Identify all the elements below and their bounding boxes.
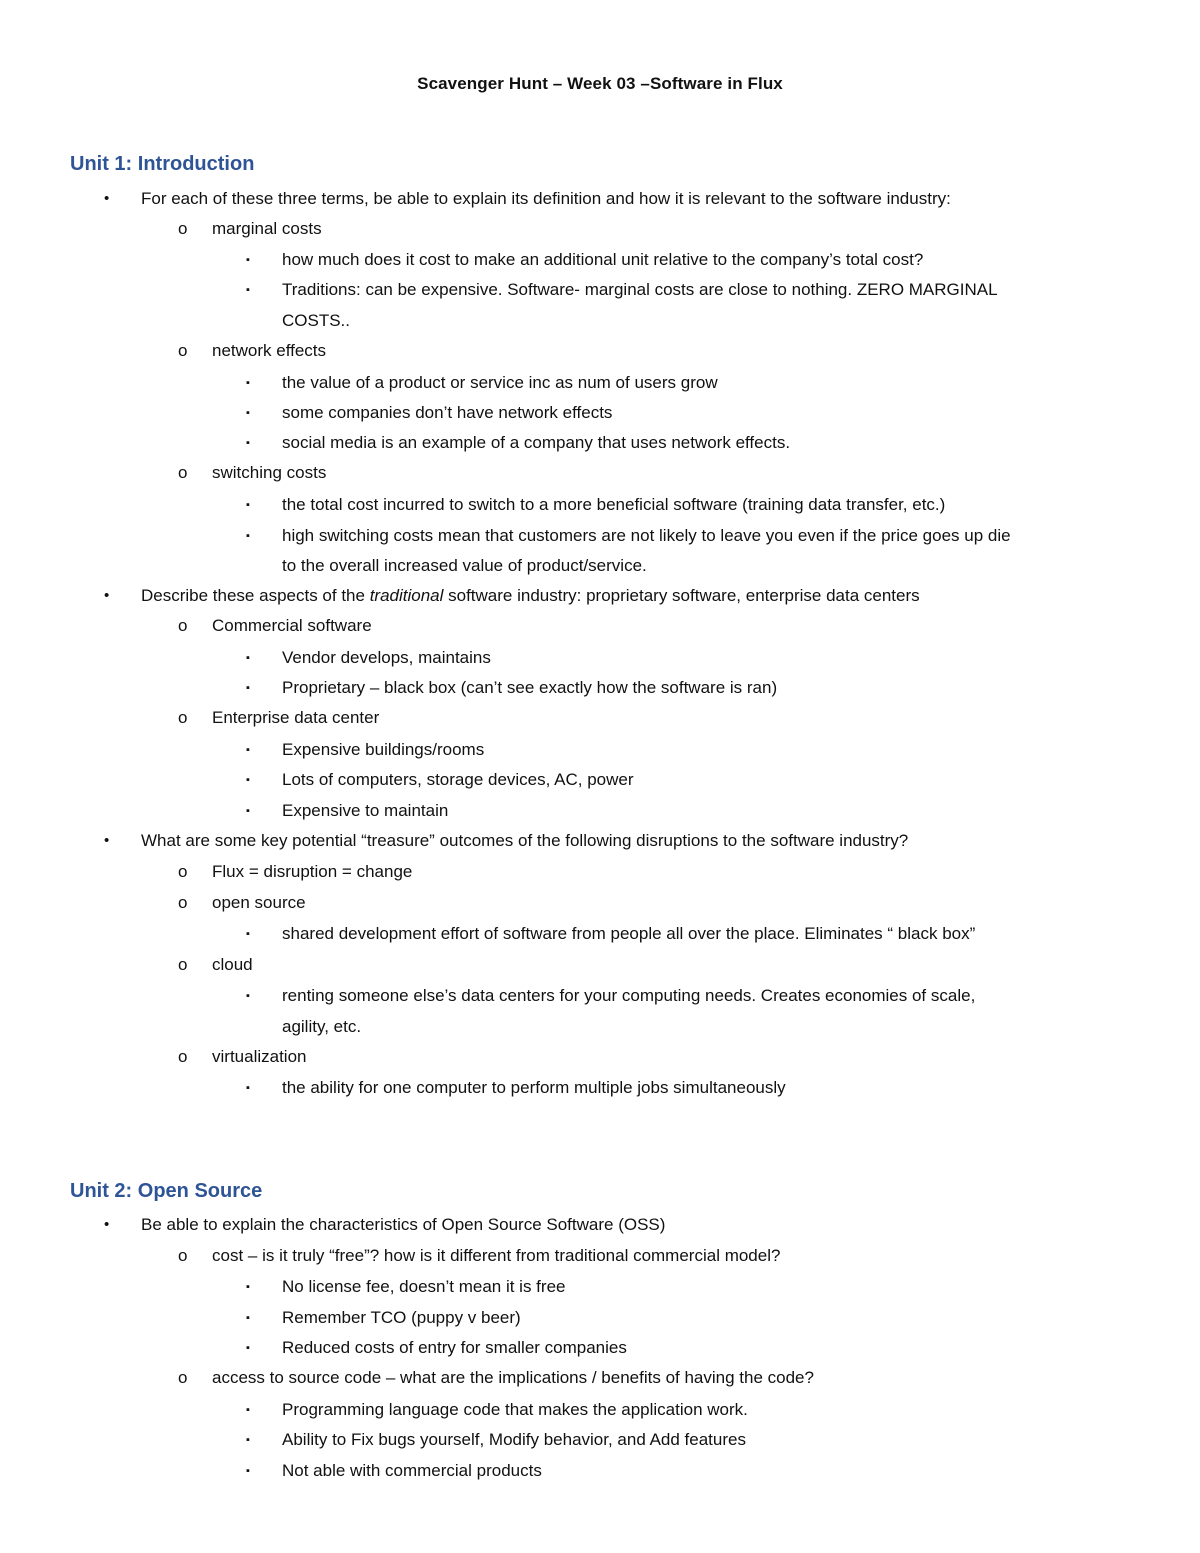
list-item: What are some key potential “treasure” outcomes of the following disruptions to the software industry? xyxy=(141,831,909,850)
list-item: renting someone else’s data centers for your computing needs. Creates economies of scale, xyxy=(282,986,976,1005)
sub-bullet-marker: o xyxy=(178,219,188,238)
unit-2-heading: Unit 2: Open Source xyxy=(70,1180,263,1202)
list-item: Lots of computers, storage devices, AC, power xyxy=(282,770,634,789)
bullet-marker: • xyxy=(104,190,110,207)
list-item: marginal costs xyxy=(212,219,322,238)
list-item: Vendor develops, maintains xyxy=(282,648,491,667)
list-item: Enterprise data center xyxy=(212,708,380,727)
list-item: Ability to Fix bugs yourself, Modify behavior, and Add features xyxy=(282,1430,746,1449)
list-item: social media is an example of a company that uses network effects. xyxy=(282,433,791,452)
square-bullet-marker: ▪ xyxy=(246,1465,250,1477)
list-item: Not able with commercial products xyxy=(282,1461,542,1480)
square-bullet-marker: ▪ xyxy=(246,744,250,756)
square-bullet-marker: ▪ xyxy=(246,284,250,296)
sub-bullet-marker: o xyxy=(178,955,188,974)
list-item: virtualization xyxy=(212,1047,307,1066)
list-item-text: software industry: proprietary software, enterprise data centers xyxy=(443,586,920,605)
sub-bullet-marker: o xyxy=(178,893,188,912)
list-item-continuation: agility, etc. xyxy=(282,1017,362,1036)
list-item: Commercial software xyxy=(212,616,372,635)
list-item-continuation: COSTS.. xyxy=(282,311,351,330)
list-item: switching costs xyxy=(212,463,327,482)
list-item: Be able to explain the characteristics of Open Source Software (OSS) xyxy=(141,1215,666,1234)
square-bullet-marker: ▪ xyxy=(246,1342,250,1354)
italic-text: traditional xyxy=(369,586,444,605)
list-item: open source xyxy=(212,893,306,912)
list-item: No license fee, doesn’t mean it is free xyxy=(282,1277,566,1296)
bullet-marker: • xyxy=(104,1216,110,1233)
list-item-continuation: to the overall increased value of product/service. xyxy=(282,556,647,575)
list-item: cost – is it truly “free”? how is it different from traditional commercial model? xyxy=(212,1246,781,1265)
square-bullet-marker: ▪ xyxy=(246,805,250,817)
list-item: the ability for one computer to perform multiple jobs simultaneously xyxy=(282,1078,786,1097)
square-bullet-marker: ▪ xyxy=(246,254,250,266)
sub-bullet-marker: o xyxy=(178,708,188,727)
square-bullet-marker: ▪ xyxy=(246,1434,250,1446)
square-bullet-marker: ▪ xyxy=(246,682,250,694)
list-item: Flux = disruption = change xyxy=(212,862,413,881)
unit-1-heading: Unit 1: Introduction xyxy=(70,153,255,175)
sub-bullet-marker: o xyxy=(178,341,188,360)
list-item xyxy=(141,585,920,607)
bullet-marker: • xyxy=(104,587,110,604)
sub-bullet-marker: o xyxy=(178,463,188,482)
square-bullet-marker: ▪ xyxy=(246,499,250,511)
list-item: Proprietary – black box (can’t see exactly how the software is ran) xyxy=(282,678,778,697)
square-bullet-marker: ▪ xyxy=(246,407,250,419)
square-bullet-marker: ▪ xyxy=(246,437,250,449)
list-item: Expensive buildings/rooms xyxy=(282,740,485,759)
list-item: Traditions: can be expensive. Software- marginal costs are close to nothing. ZERO MARGINAL xyxy=(282,280,998,299)
list-item: the total cost incurred to switch to a more beneficial software (training data transfer, etc.) xyxy=(282,495,946,514)
sub-bullet-marker: o xyxy=(178,1047,188,1066)
square-bullet-marker: ▪ xyxy=(246,1082,250,1094)
sub-bullet-marker: o xyxy=(178,1368,188,1387)
square-bullet-marker: ▪ xyxy=(246,1404,250,1416)
square-bullet-marker: ▪ xyxy=(246,1312,250,1324)
sub-bullet-marker: o xyxy=(178,1246,188,1265)
document-title: Scavenger Hunt – Week 03 –Software in Flux xyxy=(417,74,783,93)
list-item: Programming language code that makes the application work. xyxy=(282,1400,748,1419)
list-item: shared development effort of software from people all over the place. Eliminates “ black box” xyxy=(282,924,976,943)
list-item: high switching costs mean that customers are not likely to leave you even if the price goes up die xyxy=(282,526,1011,545)
list-item: For each of these three terms, be able to explain its definition and how it is relevant to the software industry: xyxy=(141,189,951,208)
sub-bullet-marker: o xyxy=(178,862,188,881)
square-bullet-marker: ▪ xyxy=(246,990,250,1002)
square-bullet-marker: ▪ xyxy=(246,1281,250,1293)
list-item: the value of a product or service inc as num of users grow xyxy=(282,373,718,392)
square-bullet-marker: ▪ xyxy=(246,774,250,786)
square-bullet-marker: ▪ xyxy=(246,928,250,940)
list-item: network effects xyxy=(212,341,327,360)
square-bullet-marker: ▪ xyxy=(246,530,250,542)
list-item: Reduced costs of entry for smaller companies xyxy=(282,1338,627,1357)
list-item: Expensive to maintain xyxy=(282,801,449,820)
list-item: Remember TCO (puppy v beer) xyxy=(282,1308,521,1327)
list-item: cloud xyxy=(212,955,253,974)
square-bullet-marker: ▪ xyxy=(246,652,250,664)
list-item: how much does it cost to make an additional unit relative to the company’s total cost? xyxy=(282,250,924,269)
list-item-text: Describe these aspects of the xyxy=(141,586,370,605)
sub-bullet-marker: o xyxy=(178,616,188,635)
list-item: some companies don’t have network effects xyxy=(282,403,613,422)
list-item: access to source code – what are the implications / benefits of having the code? xyxy=(212,1368,814,1387)
bullet-marker: • xyxy=(104,832,110,849)
square-bullet-marker: ▪ xyxy=(246,377,250,389)
